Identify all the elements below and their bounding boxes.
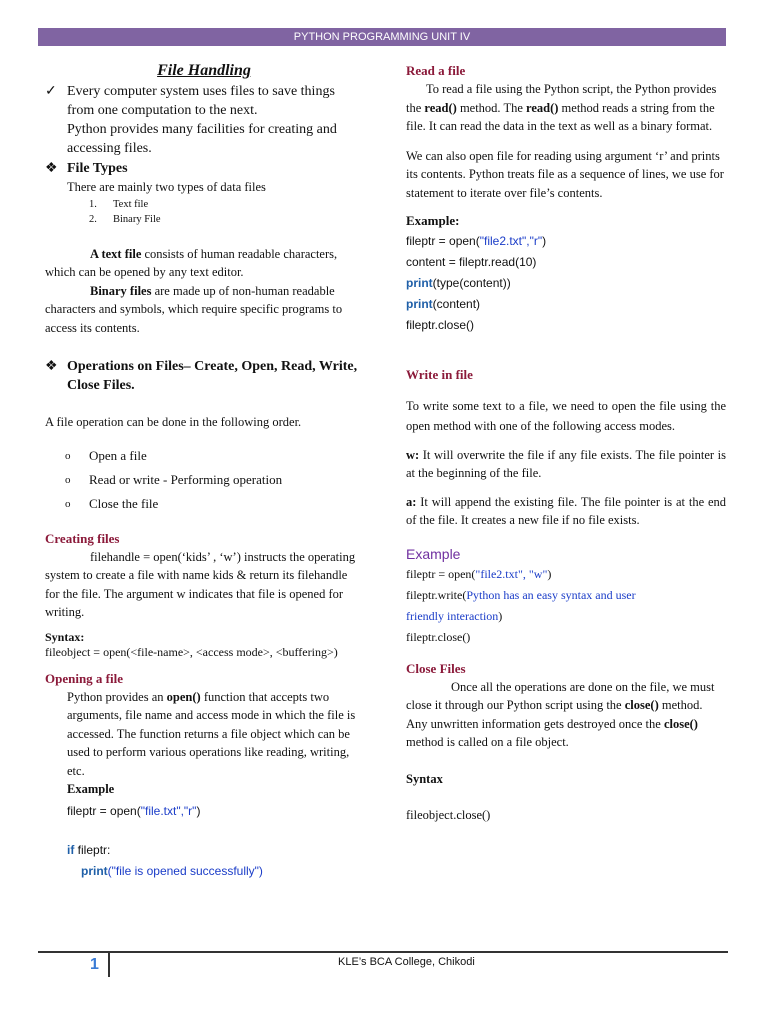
close-text: Once all the operations are done on the file, we must close it through our Python script using the bbox=[406, 679, 715, 712]
a-mode-rest: It will append the existing file. The file pointer is at the end of the file. It creates a new file if no file exists. bbox=[406, 494, 726, 527]
opening-post: function that accepts two arguments, file name and access mode in which the file is accessed. The function returns a file object which can be used to perform various operations like reading, writing, etc. bbox=[67, 689, 356, 778]
code-string: Python has an easy syntax and user bbox=[466, 587, 636, 602]
creating-files-heading: Creating files bbox=[45, 530, 120, 546]
header-title: PYTHON PROGRAMMING UNIT IV bbox=[293, 31, 471, 43]
intro-item bbox=[45, 82, 363, 158]
example-heading: Example bbox=[406, 545, 461, 562]
read-file-heading: Read a file bbox=[406, 63, 466, 78]
opening-bold: open() bbox=[166, 689, 201, 704]
w-mode-bold: w: bbox=[406, 447, 420, 462]
circle-bullet-icon: o bbox=[65, 497, 71, 510]
code-string: "file2.txt","r" bbox=[479, 233, 543, 248]
code-text: ) bbox=[196, 803, 201, 818]
close-text: method. Any unwritten information gets destroyed once the bbox=[406, 698, 703, 731]
intro-line-2: Python provides many facilities for creating and accessing files. bbox=[67, 122, 337, 156]
w-mode-text bbox=[406, 446, 726, 483]
creating-files-text: filehandle = open(‘kids’ , ‘w’) instructs the operating system to create a file with name kids & return its filehandle for the file. The argument w indicates that file is opened for writing. bbox=[45, 549, 356, 619]
code-text: fileptr: bbox=[74, 842, 111, 857]
file-types-heading-text: File Types bbox=[67, 161, 128, 176]
code-text: fileptr = open( bbox=[406, 566, 476, 581]
list-text: Binary File bbox=[113, 213, 161, 225]
binary-file-paragraph bbox=[45, 282, 363, 338]
list-item bbox=[89, 212, 363, 227]
code-line bbox=[406, 606, 726, 627]
syntax-code: fileobject.close() bbox=[406, 808, 491, 822]
write-file-heading: Write in file bbox=[406, 366, 473, 382]
file-types-list bbox=[45, 197, 363, 227]
operations-text: A file operation can be done in the following order. bbox=[45, 415, 302, 429]
code-keyword: print bbox=[406, 296, 433, 311]
syntax-text: fileobject = open(<file-name>, <access mode>, <buffering>) bbox=[45, 644, 338, 659]
code-string: "file2.txt", "w" bbox=[475, 566, 548, 581]
close-bold: close() bbox=[663, 716, 698, 731]
text-file-rest: consists of human readable characters, which can be opened by any text editor. bbox=[45, 246, 338, 279]
syntax-label: Syntax: bbox=[45, 629, 85, 644]
binary-bold: Binary files bbox=[90, 283, 152, 298]
close-text: method is called on a file object. bbox=[406, 735, 569, 749]
read-bold: read() bbox=[424, 100, 457, 115]
footer-divider bbox=[38, 951, 728, 953]
code-line bbox=[406, 585, 726, 606]
code-line bbox=[406, 231, 726, 252]
close-files-heading: Close Files bbox=[406, 660, 466, 676]
code-keyword: print bbox=[81, 863, 108, 878]
code-line bbox=[45, 801, 363, 822]
list-text: Open a file bbox=[89, 447, 147, 463]
w-mode-rest: It will overwrite the file if any file exists. The file pointer is at the beginning of the file. bbox=[406, 447, 726, 480]
list-number: 1. bbox=[89, 198, 97, 210]
read-bold: read() bbox=[526, 100, 559, 115]
list-text: Close the file bbox=[89, 495, 159, 511]
code-string: friendly interaction bbox=[406, 608, 499, 623]
operations-list bbox=[45, 444, 363, 516]
list-text: Text file bbox=[113, 198, 149, 210]
code-text: ) bbox=[542, 233, 547, 248]
list-item bbox=[45, 492, 363, 516]
code-keyword: if bbox=[67, 842, 75, 857]
footer-college: KLE’s BCA College, Chikodi bbox=[338, 956, 475, 968]
text-file-paragraph bbox=[45, 245, 363, 282]
file-types-heading bbox=[45, 159, 363, 178]
a-mode-bold: a: bbox=[406, 494, 417, 509]
code-line: fileptr.close() bbox=[406, 629, 471, 644]
code-line bbox=[45, 861, 363, 882]
code-string: ("file is opened successfully") bbox=[107, 863, 263, 878]
code-text: ) bbox=[498, 608, 503, 623]
read-text: To read a file using the Python script, the Python provides the bbox=[406, 82, 717, 115]
code-line bbox=[45, 840, 363, 861]
code-string: "file.txt","r" bbox=[140, 803, 197, 818]
check-icon: ✓ bbox=[45, 84, 57, 99]
list-text: Read or write - Performing operation bbox=[89, 471, 283, 487]
file-types-text: There are mainly two types of data files bbox=[67, 180, 266, 194]
circle-bullet-icon: o bbox=[65, 449, 71, 462]
code-text: (content) bbox=[432, 296, 481, 311]
diamond-bullet-icon: ❖ bbox=[45, 161, 58, 176]
header-bar bbox=[38, 28, 726, 46]
code-text: fileptr.write( bbox=[406, 587, 467, 602]
page-number-divider bbox=[108, 953, 110, 977]
list-item bbox=[45, 444, 363, 468]
example-label: Example bbox=[67, 782, 115, 796]
code-text: ) bbox=[547, 566, 552, 581]
page-title: File Handling bbox=[157, 62, 251, 79]
left-column bbox=[45, 62, 363, 882]
read-text: method. The bbox=[456, 100, 527, 115]
right-column bbox=[406, 62, 726, 825]
code-keyword: print bbox=[406, 275, 433, 290]
binary-rest: are made up of non-human readable characters and symbols, which require specific programs to access its contents. bbox=[45, 283, 343, 335]
text-file-bold: A text file bbox=[90, 246, 142, 261]
list-item bbox=[89, 197, 363, 212]
list-item bbox=[45, 468, 363, 492]
code-text: fileptr = open( bbox=[406, 233, 480, 248]
list-number: 2. bbox=[89, 213, 97, 225]
close-bold: close() bbox=[624, 698, 659, 712]
code-text: fileptr = open( bbox=[67, 803, 141, 818]
read-file-text bbox=[406, 80, 726, 136]
diamond-bullet-icon: ❖ bbox=[45, 359, 58, 374]
code-line: content = fileptr.read(10) bbox=[406, 254, 537, 269]
operations-heading-text: Operations on Files– Create, Open, Read, Write, Close Files. bbox=[67, 359, 358, 393]
code-line bbox=[406, 294, 726, 315]
read-text: method reads a string from the file. It can read the data in the text as well as a binary format. bbox=[406, 100, 715, 133]
a-mode-text bbox=[406, 493, 726, 530]
example-label: Example: bbox=[406, 213, 460, 228]
page-number: 1 bbox=[90, 956, 99, 973]
circle-bullet-icon: o bbox=[65, 473, 71, 486]
close-files-text bbox=[406, 678, 726, 752]
opening-file-heading: Opening a file bbox=[45, 670, 124, 686]
opening-file-text bbox=[45, 688, 363, 781]
read-file-text-2: We can also open file for reading using argument ‘r’ and prints its contents. Python treats file as a sequence of lines, we use for statement to iterate over file’s contents. bbox=[406, 148, 724, 200]
code-line bbox=[406, 564, 726, 585]
code-line bbox=[406, 273, 726, 294]
write-file-text: To write some text to a file, we need to open the file using the open method with one of the following access modes. bbox=[406, 398, 726, 433]
opening-pre: Python provides an bbox=[67, 689, 167, 704]
operations-heading bbox=[45, 357, 363, 395]
code-line: fileptr.close() bbox=[406, 317, 475, 332]
intro-line-1: Every computer system uses files to save things from one computation to the next. bbox=[67, 84, 335, 118]
code-text: (type(content)) bbox=[432, 275, 511, 290]
syntax-label: Syntax bbox=[406, 771, 443, 786]
